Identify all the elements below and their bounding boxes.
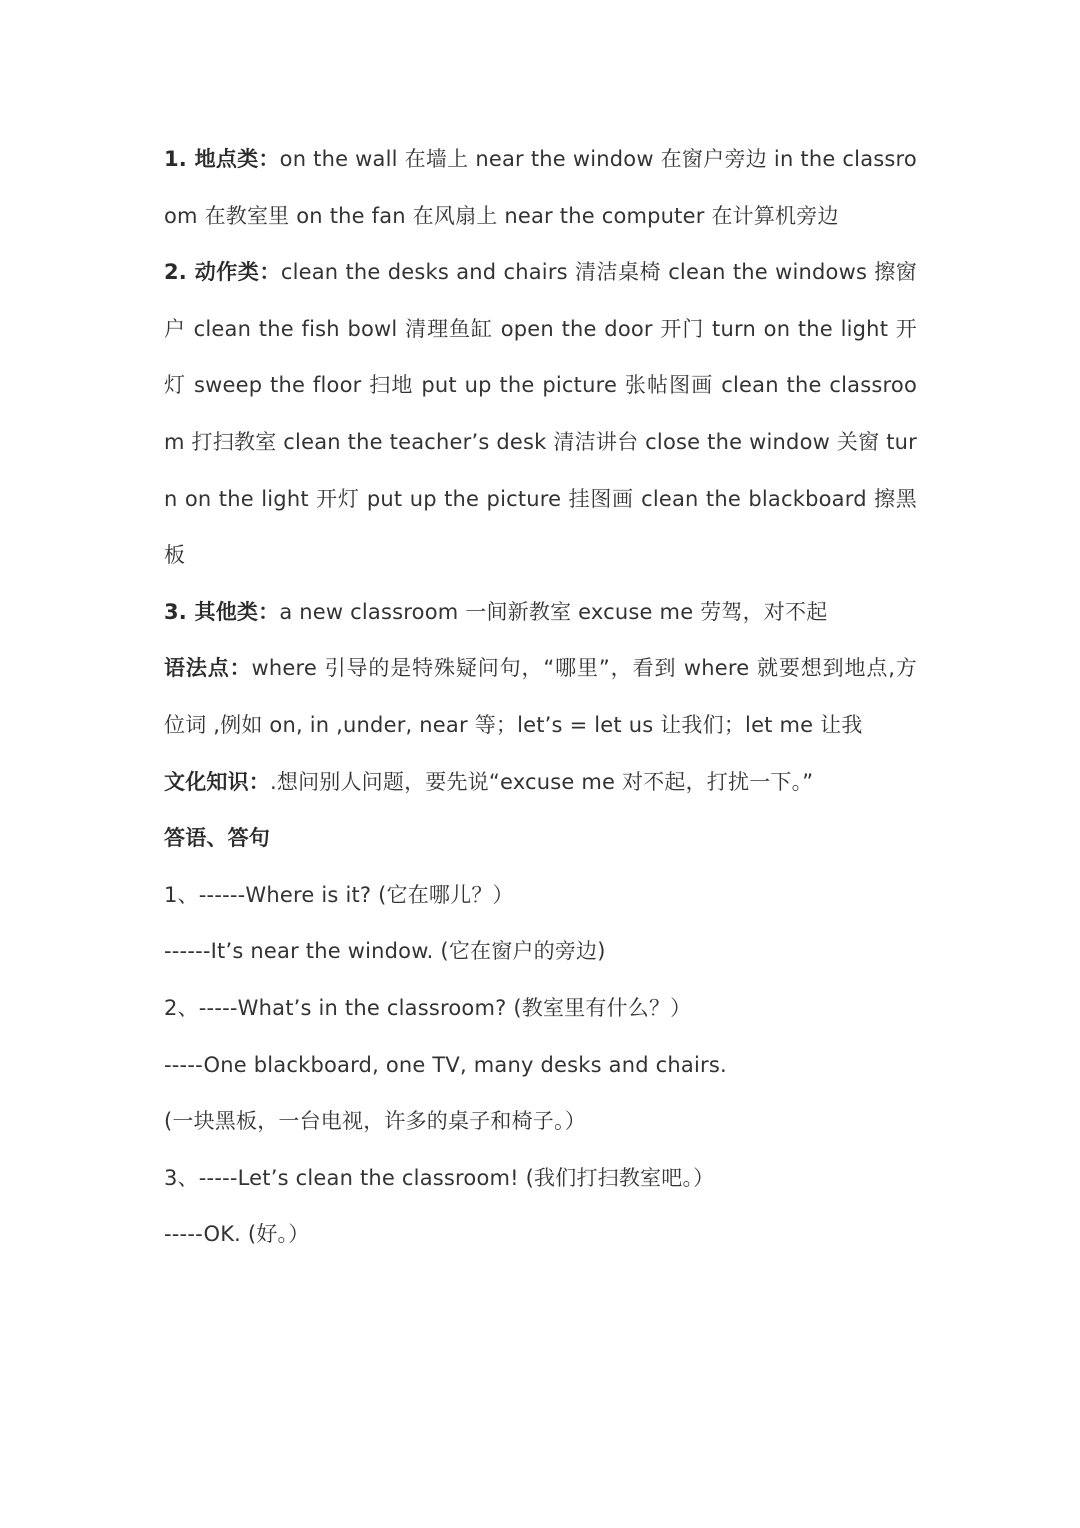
document-content xyxy=(164,131,917,1263)
dialogue-line: ------It’s near the window. (它在窗户的旁边) xyxy=(164,939,606,964)
section-location-label: 1. 地点类： xyxy=(164,147,280,171)
section-other-label: 3. 其他类： xyxy=(164,599,280,624)
dialogue-line: -----One blackboard, one TV, many desks and chairs. xyxy=(164,1052,727,1077)
section-action-label: 2. 动作类： xyxy=(164,260,281,285)
dialogue-line: 3、-----Let’s clean the classroom! (我们打扫教室吧。） xyxy=(164,1165,715,1190)
section-culture xyxy=(164,754,917,811)
section-grammar-text: where 引导的是特殊疑问句，“哪里”，看到 where 就要想到地点,方位词 ,例如 on, in ,under, near 等；let’s = let us 让我们；let me 让我 xyxy=(164,656,917,737)
section-grammar xyxy=(164,640,917,753)
dialogue-line: -----OK. (好。） xyxy=(164,1222,310,1247)
section-location xyxy=(164,131,917,244)
section-culture-text: .想问别人问题，要先说“excuse me 对不起，打扰一下。” xyxy=(270,769,814,794)
section-action xyxy=(164,244,917,584)
section-dialogues-heading xyxy=(164,810,917,867)
dialogues-heading: 答语、答句 xyxy=(164,826,270,851)
section-other xyxy=(164,584,917,641)
dialogue-line: 2、-----What’s in the classroom? (教室里有什么？） xyxy=(164,995,692,1020)
section-other-text: a new classroom 一间新教室 excuse me 劳驾，对不起 xyxy=(279,599,828,624)
dialogue-line: 1、------Where is it? (它在哪儿？） xyxy=(164,882,514,907)
section-grammar-label: 语法点： xyxy=(164,656,252,681)
section-culture-label: 文化知识： xyxy=(164,769,270,794)
section-action-text: clean the desks and chairs 清洁桌椅 clean the windows 擦窗户 clean the fish bowl 清理鱼缸 open the door 开门 turn on the light 开灯 sweep the floor 扫地 put up the picture 张帖图画 clean the classroom 打扫教室 clean the teacher’s desk 清洁讲台 close the window 关窗 turn on the light 开灯 put up the picture 挂图画 clean the blackboard 擦黑板 xyxy=(164,260,917,568)
section-location-text: on the wall 在墙上 near the window 在窗户旁边 in the classroom 在教室里 on the fan 在风扇上 near the computer 在计算机旁边 xyxy=(164,147,917,228)
dialogue-line: (一块黑板，一台电视，许多的桌子和椅子。） xyxy=(164,1109,586,1134)
